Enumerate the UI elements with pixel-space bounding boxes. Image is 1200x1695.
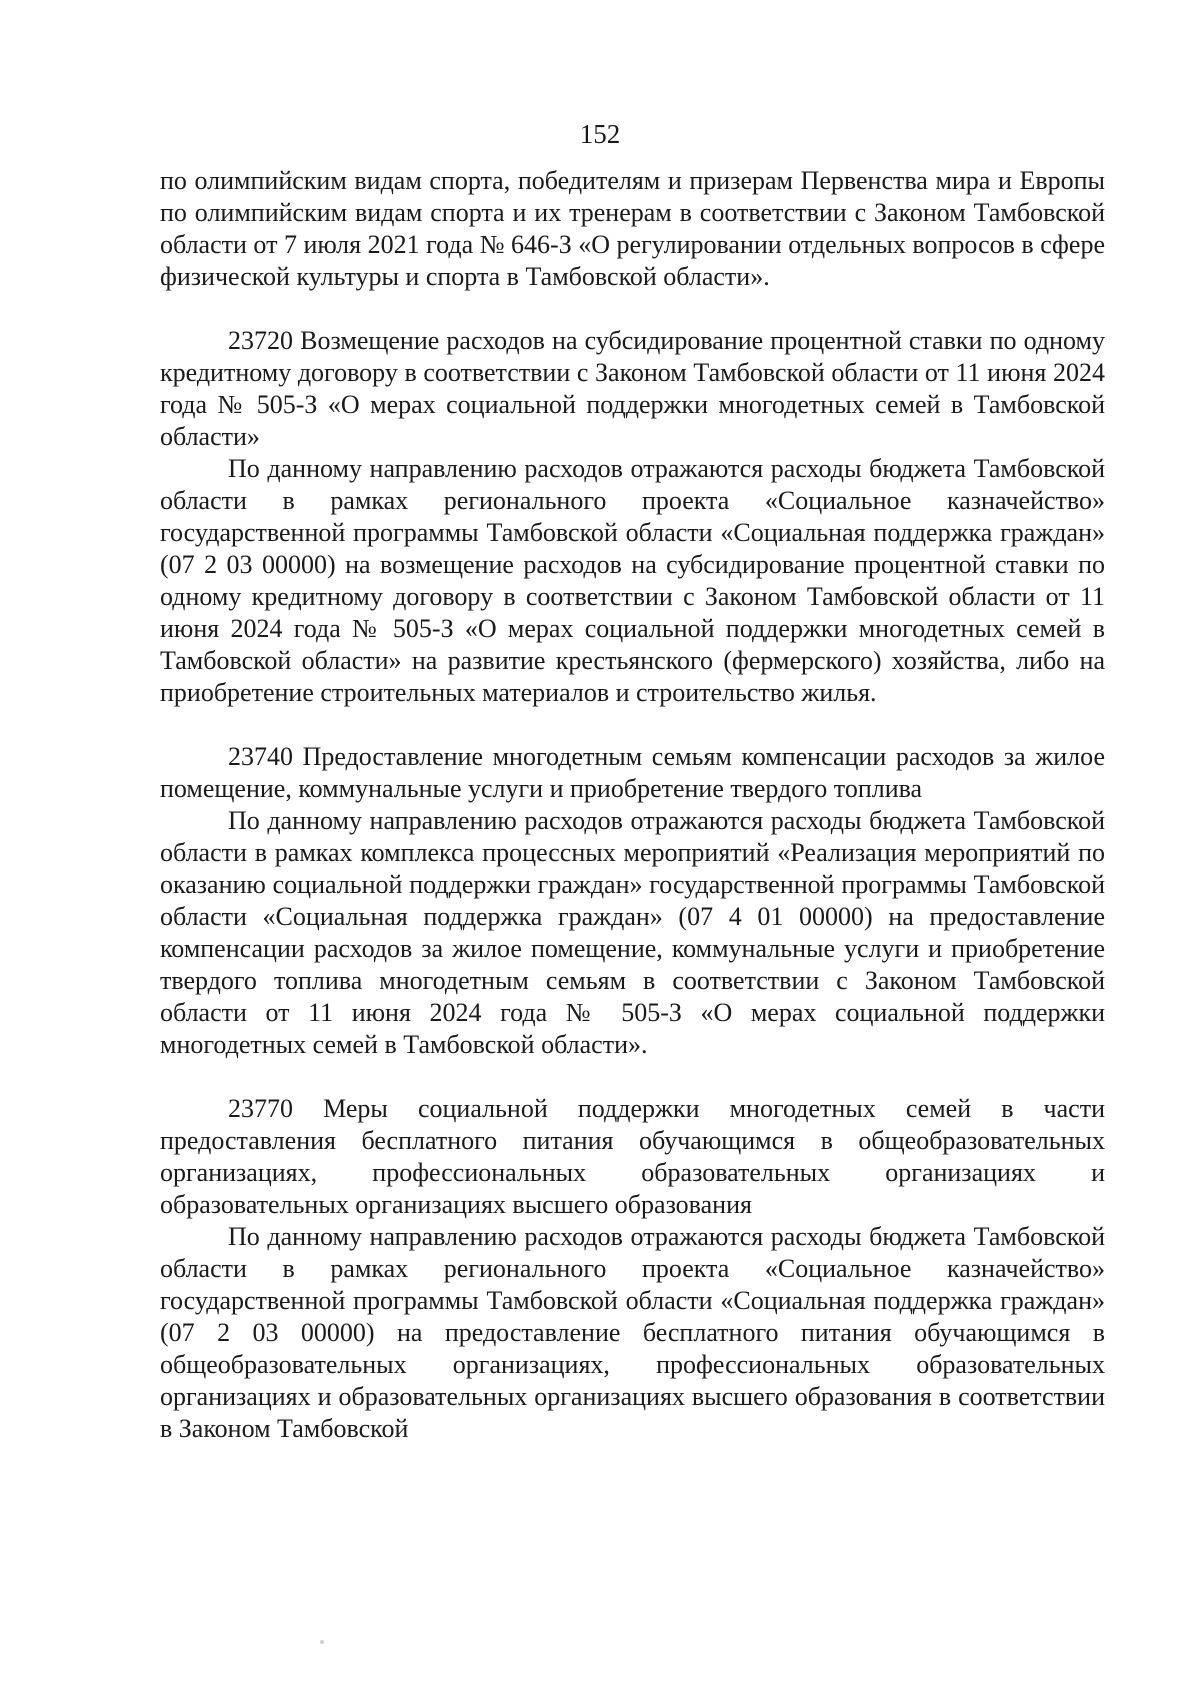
scan-speck — [320, 1640, 324, 1644]
paragraph-23720-body: По данному направлению расходов отражаются расходы бюджета Тамбовской области в рамках регионального проекта «Социальное казначейство» государственной программы Тамбовской области «Социальная поддержка граждан» (07 2 03 00000) на возмещение расходов на субсидирование процентной ставки по одному кредитному договору в соответствии с Законом Тамбовской области от 11 июня 2024 года № 505-З «О мерах социальной поддержки многодетных семей в Тамбовской области» на развитие крестьянского (фермерского) хозяйства, либо на приобретение строительных материалов и строительство жилья. — [160, 454, 1105, 707]
page-number: 152 — [579, 119, 621, 149]
document-body — [160, 165, 1105, 1445]
section-heading-23720: 23720 Возмещение расходов на субсидирование процентной ставки по одному кредитному договору в соответствии с Законом Тамбовской области от 11 июня 2024 года № 505-З «О мерах социальной поддержки многодетных семей в Тамбовской области» — [160, 326, 1105, 451]
section-heading-23740: 23740 Предоставление многодетным семьям компенсации расходов за жилое помещение, коммунальные услуги и приобретение твердого топлива — [160, 742, 1105, 803]
paragraph-23740-body: По данному направлению расходов отражаются расходы бюджета Тамбовской области в рамках комплекса процессных мероприятий «Реализация мероприятий по оказанию социальной поддержки граждан» государственной программы Тамбовской области «Социальная поддержка граждан» (07 4 01 00000) на предоставление компенсации расходов за жилое помещение, коммунальные услуги и приобретение твердого топлива многодетным семьям в соответствии с Законом Тамбовской области от 11 июня 2024 года № 505-З «О мерах социальной поддержки многодетных семей в Тамбовской области». — [160, 806, 1105, 1059]
paragraph-continuation: по олимпийским видам спорта, победителям и призерам Первенства мира и Европы по олимпийским видам спорта и их тренерам в соответствии с Законом Тамбовской области от 7 июля 2021 года № 646-З «О регулировании отдельных вопросов в сфере физической культуры и спорта в Тамбовской области». — [160, 166, 1105, 291]
section-heading-23770: 23770 Меры социальной поддержки многодетных семей в части предоставления бесплатного питания обучающимся в общеобразовательных организациях, профессиональных образовательных организациях и образовательных организациях высшего образования — [160, 1094, 1105, 1219]
paragraph-23770-body: По данному направлению расходов отражаются расходы бюджета Тамбовской области в рамках регионального проекта «Социальное казначейство» государственной программы Тамбовской области «Социальная поддержка граждан» (07 2 03 00000) на предоставление бесплатного питания обучающимся в общеобразовательных организациях, профессиональных образовательных организациях и образовательных организациях высшего образования в соответствии в Законом Тамбовской — [160, 1222, 1105, 1443]
